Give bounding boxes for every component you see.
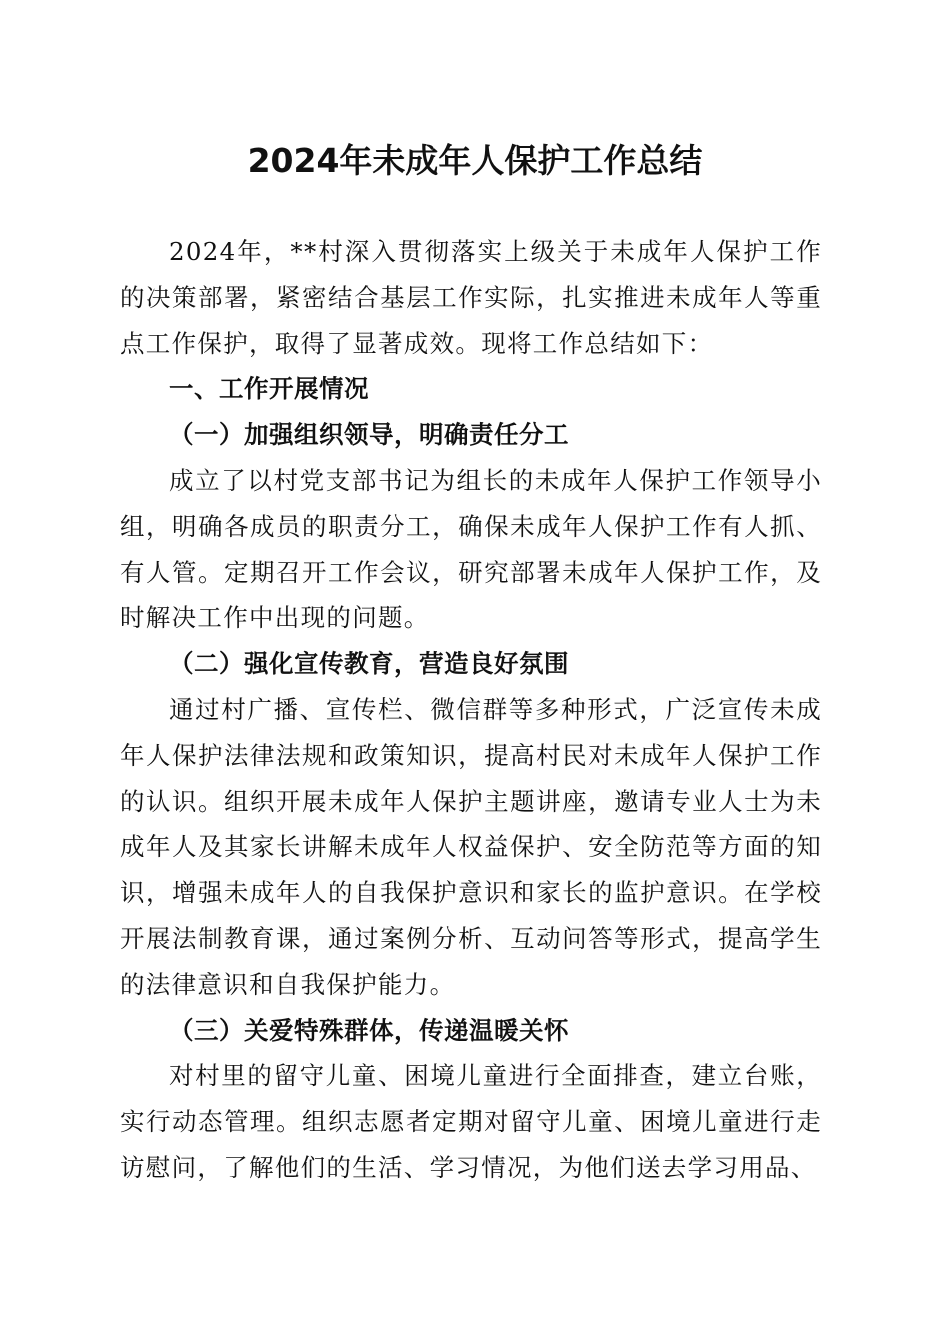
document-title: 2024年未成年人保护工作总结 (247, 141, 703, 180)
subsection-heading: （二）强化宣传教育，营造良好氛围 (169, 649, 569, 679)
document-body (120, 229, 822, 1191)
body-paragraph: 对村里的留守儿童、困境儿童进行全面排查，建立台账，实行动态管理。组织志愿者定期对留守儿童、困境儿童进行走访慰问，了解他们的生活、学习情况，为他们送去学习用品、 (120, 1061, 822, 1182)
intro-paragraph: 2024年，**村深入贯彻落实上级关于未成年人保护工作的决策部署，紧密结合基层工作实际，扎实推进未成年人等重点工作保护，取得了显著成效。现将工作总结如下： (120, 237, 822, 358)
subsection-heading: （三）关爱特殊群体，传递温暖关怀 (169, 1015, 569, 1045)
subsection-heading: （一）加强组织领导，明确责任分工 (169, 420, 569, 450)
body-paragraph: 通过村广播、宣传栏、微信群等多种形式，广泛宣传未成年人保护法律法规和政策知识，提高村民对未成年人保护工作的认识。组织开展未成年人保护主题讲座，邀请专业人士为未成年人及其家长讲解未成年人权益保护、安全防范等方面的知识，增强未成年人的自我保护意识和家长的监护意识。在学校开展法制教育课，通过案例分析、互动问答等形式，提高学生的法律意识和自我保护能力。 (120, 694, 822, 999)
body-paragraph: 成立了以村党支部书记为组长的未成年人保护工作领导小组，明确各成员的职责分工，确保未成年人保护工作有人抓、有人管。定期召开工作会议，研究部署未成年人保护工作，及时解决工作中出现的问题。 (120, 465, 822, 633)
section-heading: 一、工作开展情况 (169, 374, 369, 404)
